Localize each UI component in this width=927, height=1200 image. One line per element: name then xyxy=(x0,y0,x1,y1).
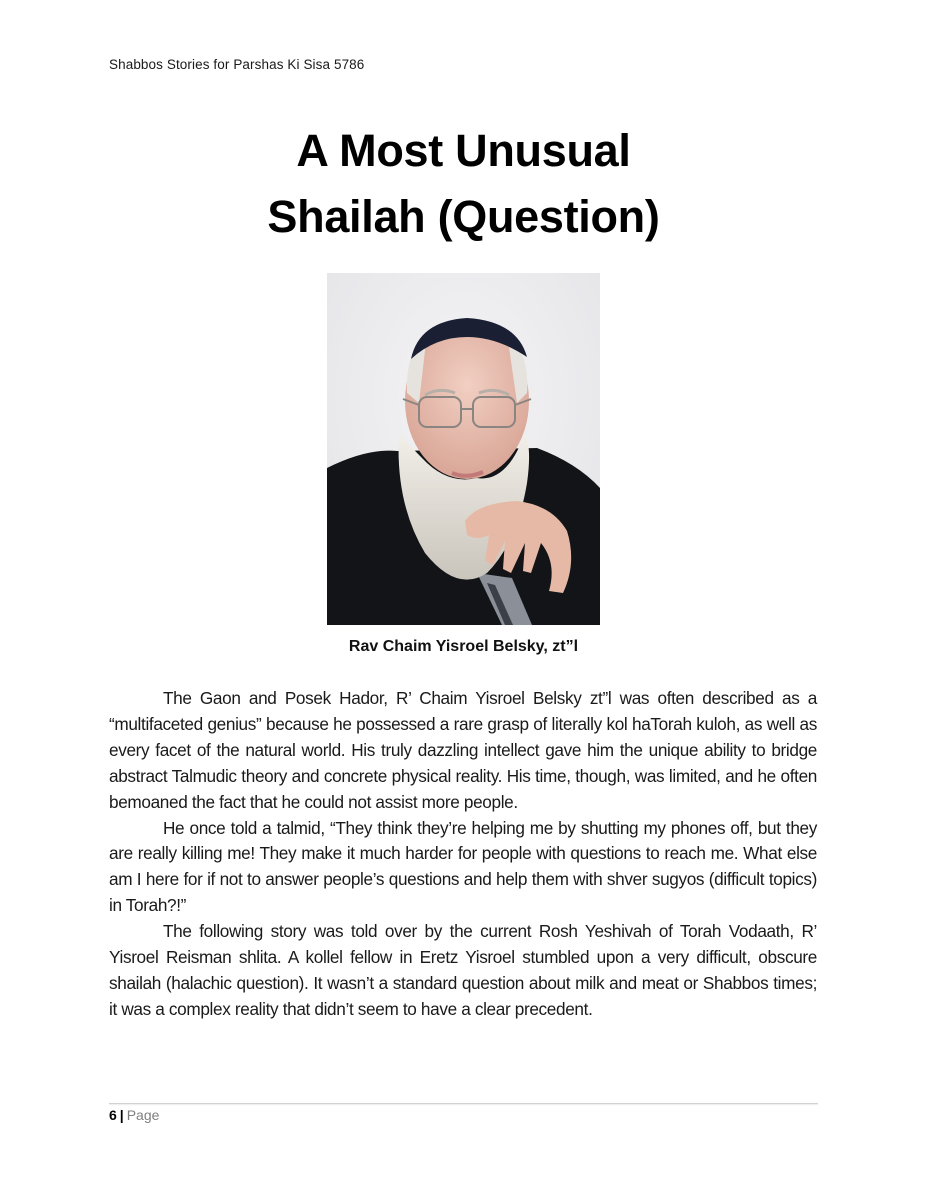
page-title xyxy=(0,118,927,250)
page-number: 6 xyxy=(109,1107,117,1123)
page-label: Page xyxy=(126,1107,160,1123)
body-paragraph: He once told a talmid, “They think they’re helping me by shutting my phones off, but they are really killing me! They make it much harder for people with questions to reach me. What else am I here for if not to answer people’s questions and help them with shver sugyos (difficult topics) in Torah?!” xyxy=(109,817,817,916)
portrait-photo xyxy=(327,273,600,625)
body-paragraph: The following story was told over by the current Rosh Yeshivah of Torah Vodaath, R’ Yisroel Reisman shlita. A kollel fellow in Eretz Yisroel stumbled upon a very difficult, obscure shailah (halachic question). It wasn’t a standard question about milk and meat or Shabbos times; it was a complex reality that didn’t seem to have a clear precedent. xyxy=(109,921,817,1019)
page-footer xyxy=(109,1107,159,1123)
article-body xyxy=(109,686,817,1023)
photo-caption: Rav Chaim Yisroel Belsky, zt”l xyxy=(348,638,579,655)
footer-separator: | xyxy=(119,1107,124,1123)
page-title-line-1: A Most Unusual xyxy=(296,125,631,176)
footer-divider xyxy=(109,1103,818,1104)
portrait-illustration xyxy=(327,273,600,625)
page-title-line-2: Shailah (Question) xyxy=(267,191,660,242)
running-header: Shabbos Stories for Parshas Ki Sisa 5786 xyxy=(109,57,365,72)
body-paragraph: The Gaon and Posek Hador, R’ Chaim Yisroel Belsky zt”l was often described as a “multifaceted genius” because he possessed a rare grasp of literally kol haTorah kuloh, as well as every facet of the natural world. His truly dazzling intellect gave him the unique ability to bridge abstract Talmudic theory and concrete physical reality. His time, though, was limited, and he often bemoaned the fact that he could not assist more people. xyxy=(109,688,817,812)
